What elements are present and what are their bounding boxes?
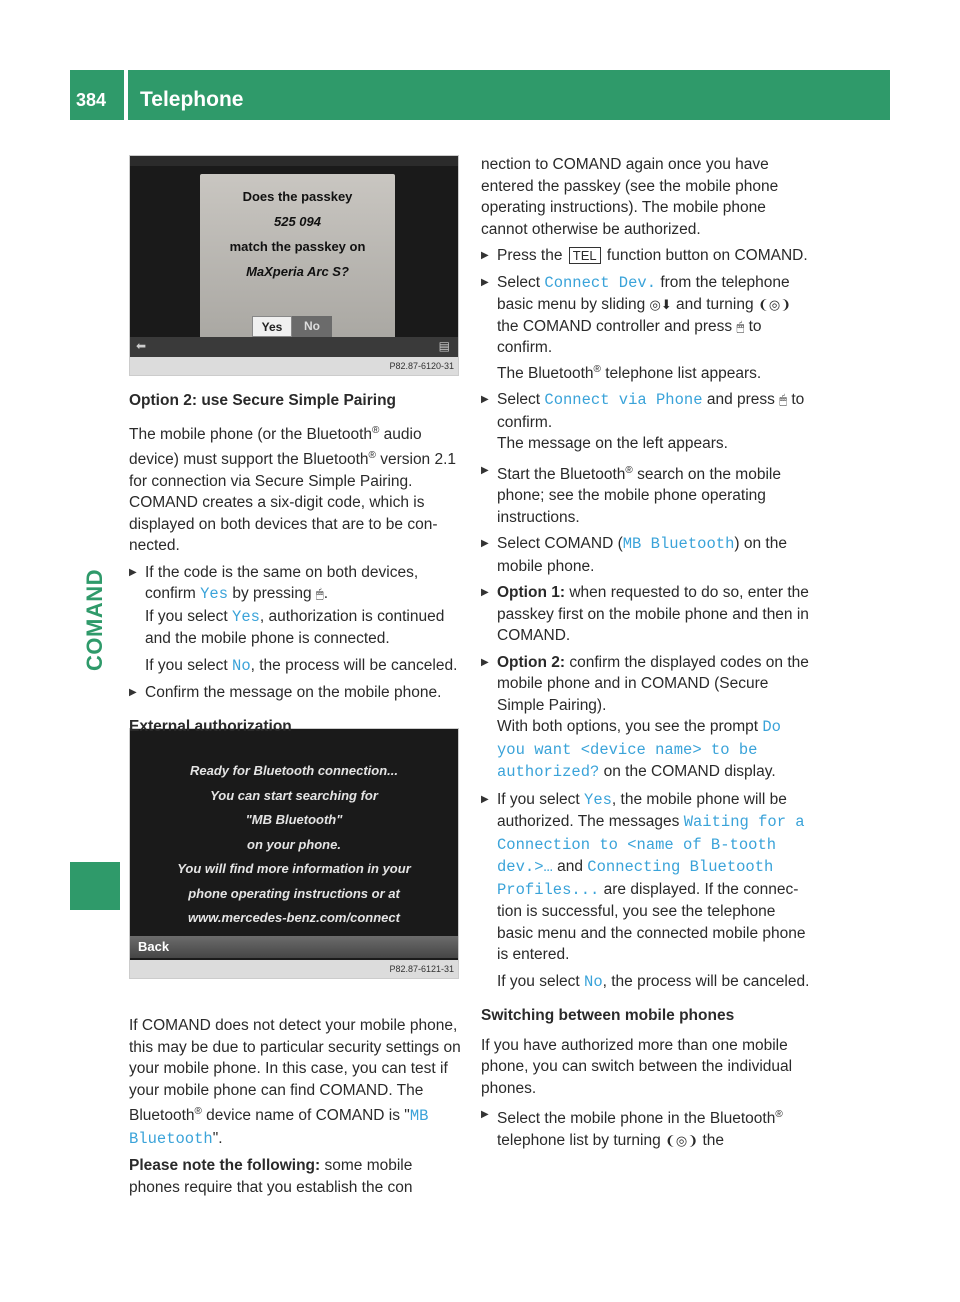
no-button: No [292,316,332,337]
dialog-line: Does the passkey [242,189,353,204]
press-controller-icon: 🖱 [779,392,788,408]
image-code: P82.87-6121-31 [130,960,458,978]
instruction-item: ▶ If the code is the same on both devices, confirm Yes by pressing 🖱. If you select Yes, authorization is continued and the mobile phone is connected. If you select No, the process will be canceled. [129,562,461,678]
paragraph: If you have authorized more than one mobile phone, you can switch between the individual phones. [481,1036,793,1097]
turn-controller-icon: ❨◎❩ [757,297,792,312]
back-button: Back [130,936,458,958]
back-arrow-icon: ⬅ [136,339,147,353]
dialog-line: 525 094 [274,214,321,229]
page-number: 384 [76,90,107,110]
right-column [481,154,815,1156]
message-line: on your phone. [247,836,341,852]
turn-controller-icon: ❨◎❩ [665,1132,699,1148]
instruction-item: ▶ Select Connect via Phone and press 🖱 to confirm. The message on the left appears. [481,389,815,455]
left-column [129,390,461,1203]
passkey-screen-image [129,155,459,376]
side-tab-block [70,862,120,910]
instruction-item: ▶ Select COMAND (MB Bluetooth) on the mobile phone. [481,533,815,577]
screen-status-bar [130,337,458,357]
press-controller-icon: 🖱 [736,318,745,334]
instruction-item: ▶ Start the Bluetooth® search on the mobile phone; see the mobile phone operating instructions. [481,460,815,529]
instruction-item: ▶ Select Connect Dev. from the telephone basic menu by sliding ◎⬇ and turning ❨◎❩ the COMAND controller and press 🖱 to confirm. The Bluetooth® telephone list appears. [481,272,815,385]
paragraph: Please note the following: some mobile phones require that you establish the con [129,1157,413,1196]
instruction-item: ▶ Press the TEL function button on COMAND. [481,245,815,267]
message-line: You can start searching for [210,787,378,803]
screen-topbar [130,156,458,166]
dialog-line: MaXperia Arc S? [246,264,349,279]
menu-icon: ▤ [438,339,450,353]
paragraph: The mobile phone (or the Bluetooth® audio device) must support the Bluetooth® version 2.1 for connection via Secure Simple Pairing. COMAND creates a six-digit code, which is displayed on both devices that are to be connected. [129,424,457,555]
side-tab-label: COMAND [82,569,107,671]
page-title: Telephone [140,88,244,111]
message-line: phone operating instructions or at [188,885,400,901]
paragraph: If COMAND does not detect your mobile phone, this may be due to particular security settings on your mobile phone. In this case, you can test if your mobile phone can find COMAND. The Bluetooth® device name of COMAND is "MB Bluetooth". [129,1017,461,1148]
yes-button: Yes [252,316,292,337]
tel-button-icon: TEL [569,247,601,264]
press-controller-icon: 🖱 [315,586,324,602]
instruction-item: ▶ Confirm the message on the mobile phone. [129,682,461,704]
dialog-line: match the passkey on [229,239,366,254]
paragraph: nection to COMAND again once you have entered the passkey (see the mobile phone operating instructions). The mobile phone cannot otherwise be authorized. [481,156,779,238]
section-heading: Switching between mobile phones [481,1007,735,1025]
image-code: P82.87-6120-31 [130,357,458,375]
section-heading: External authorization [129,717,292,735]
dialog-buttons [252,316,332,337]
slide-controller-icon: ◎⬇ [649,297,672,312]
message-line: You will find more information in your [177,861,411,876]
instruction-item: ▶ Option 1: when requested to do so, enter the passkey first on the mobile phone and then in COMAND. [481,582,815,647]
message-line: "MB Bluetooth" [245,812,343,827]
instruction-item: ▶ Option 2: confirm the displayed codes on the mobile phone and in COMAND (Secure Simple Pairing). With both options, you see the prompt Do you want <device name> to be authorized? on the COMAND display. [481,652,815,784]
header-separator [124,70,128,120]
section-heading: Option 2: use Secure Simple Pairing [129,392,397,409]
message-line: www.mercedes-benz.com/connect [188,910,400,925]
instruction-item: ▶ Select the mobile phone in the Bluetooth® telephone list by turning ❨◎❩ the [481,1104,815,1151]
message-line: Ready for Bluetooth connection... [189,763,398,778]
passkey-dialog [200,174,395,342]
instruction-item: ▶ If you select Yes, the mobile phone will be authorized. The messages Waiting for a Connection to <name of B-tooth dev.>… and Connecting Bluetooth Profiles... are displayed. If the connection is successful, you see the telephone basic menu and the connected mobile phone is entered. If you select No, the process will be canceled. [481,789,815,994]
